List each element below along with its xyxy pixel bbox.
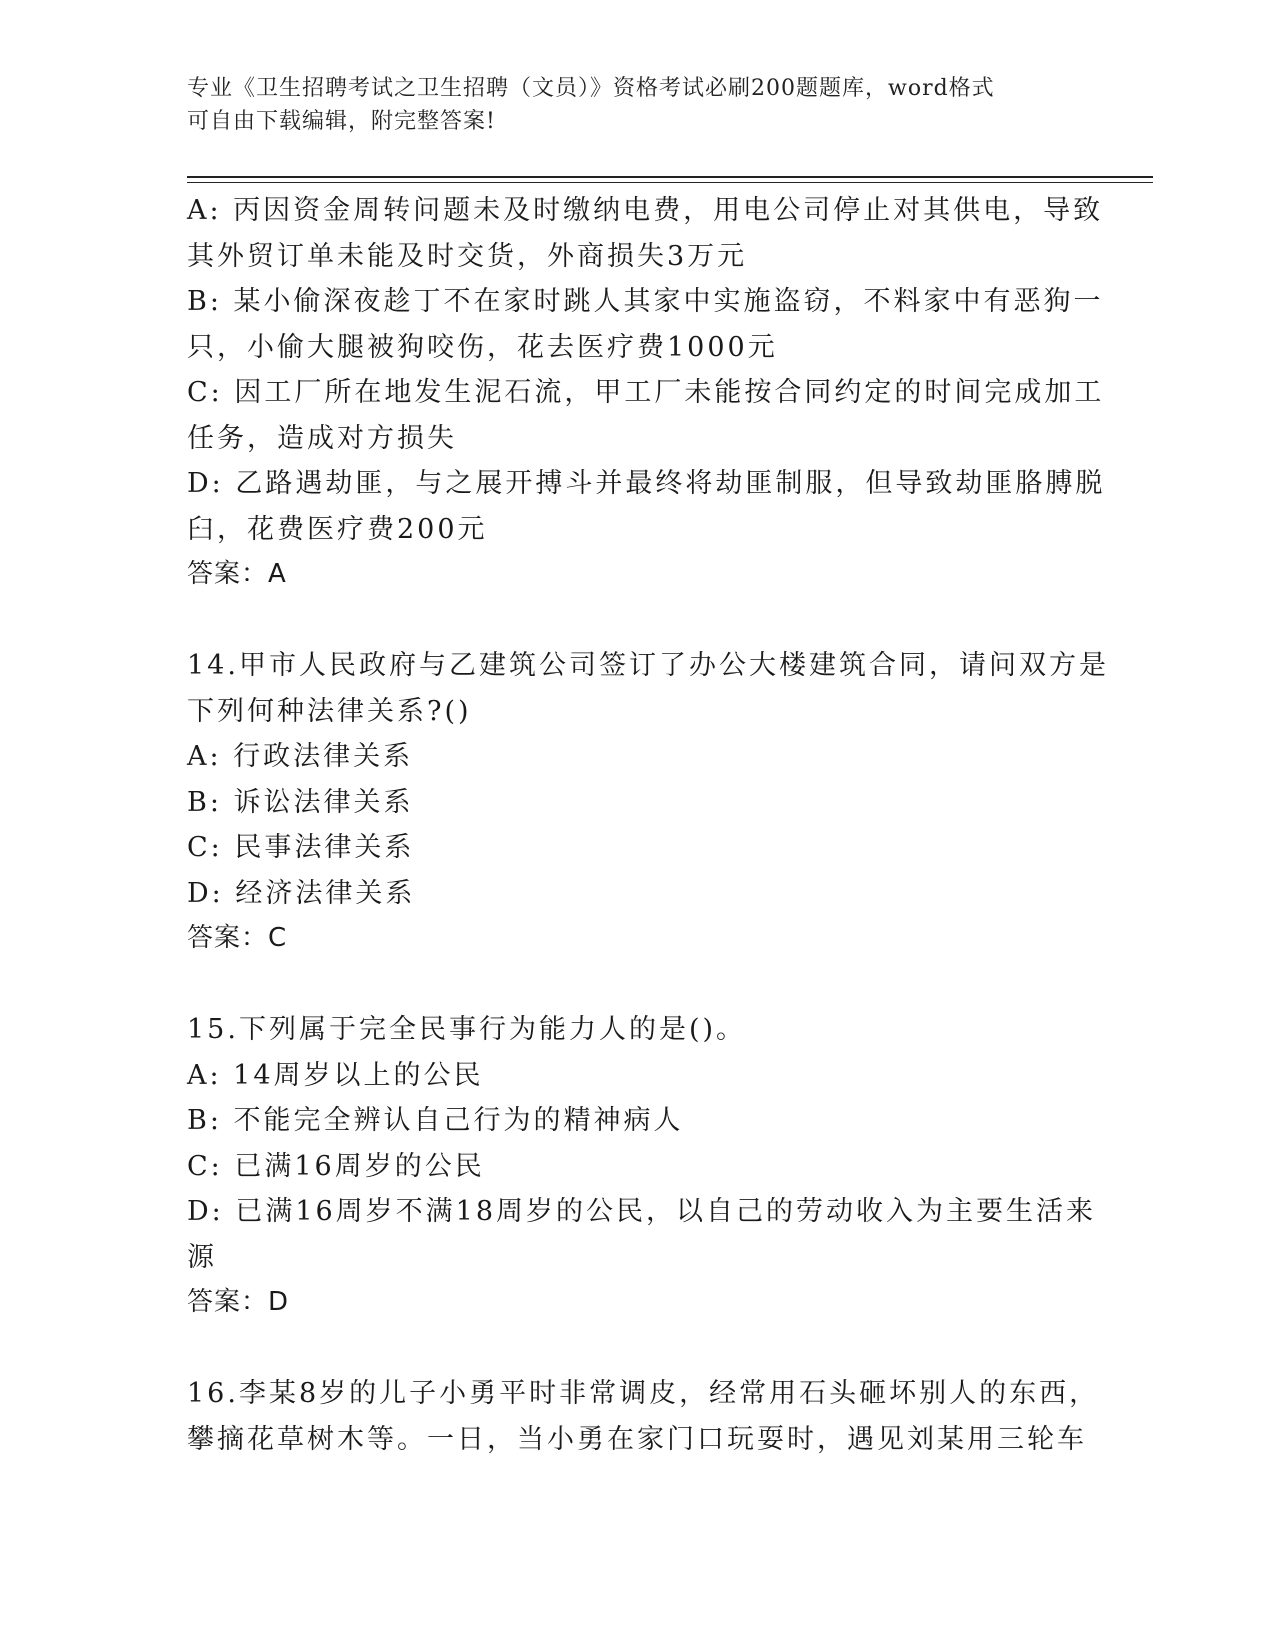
- header-divider: [187, 176, 1153, 178]
- question-14: [187, 643, 1109, 962]
- question-16: [187, 1371, 1100, 1462]
- header-divider-thin: [187, 182, 1153, 183]
- question-stem-continued: 下列何种法律关系?(): [187, 695, 472, 727]
- option-b: B: 不能完全辨认自己行为的精神病人: [187, 1105, 684, 1136]
- header-line: 专业《卫生招聘考试之卫生招聘（文员）》资格考试必刷200题题库，word格式: [187, 76, 995, 101]
- question-15: [187, 1007, 1097, 1326]
- option-c-continued: 任务，造成对方损失: [187, 422, 457, 454]
- option-d: D: 已满16周岁不满18周岁的公民，以自己的劳动收入为主要生活来: [187, 1196, 1097, 1227]
- question-stem: 14.甲市人民政府与乙建筑公司签订了办公大楼建筑合同，请问双方是: [187, 650, 1109, 681]
- spacer: [187, 1326, 1087, 1372]
- option-c: C: 民事法律关系: [187, 832, 415, 863]
- option-b-continued: 只，小偷大腿被狗咬伤，花去医疗费1000元: [187, 331, 778, 363]
- answer-line: 答案：A: [187, 559, 287, 589]
- question-stem: 15.下列属于完全民事行为能力人的是()。: [187, 1014, 747, 1045]
- header-line: 可自由下载编辑，附完整答案!: [187, 109, 496, 134]
- option-d: D: 经济法律关系: [187, 877, 416, 909]
- document-header: [187, 72, 1087, 138]
- answer-line: 答案：C: [187, 923, 288, 953]
- option-b: B: 某小偷深夜趁丁不在家时跳人其家中实施盗窃，不料家中有恶狗一: [187, 286, 1104, 317]
- answer-line: 答案：D: [187, 1287, 290, 1317]
- option-a-continued: 其外贸订单未能及时交货，外商损失3万元: [187, 240, 748, 272]
- spacer: [187, 598, 1087, 644]
- option-c: C: 已满16周岁的公民: [187, 1150, 485, 1182]
- question-stem-continued: 攀摘花草树木等。一日，当小勇在家门口玩耍时，遇见刘某用三轮车: [187, 1423, 1087, 1455]
- option-a: A: 14周岁以上的公民: [187, 1059, 484, 1091]
- option-a: A: 行政法律关系: [187, 741, 414, 772]
- option-d: D: 乙路遇劫匪，与之展开搏斗并最终将劫匪制服，但导致劫匪胳膊脱: [187, 468, 1106, 499]
- spacer: [187, 962, 1087, 1008]
- question-stem: 16.李某8岁的儿子小勇平时非常调皮，经常用石头砸坏别人的东西，: [187, 1378, 1100, 1409]
- question-content: [187, 188, 1109, 1462]
- option-d-continued: 源: [187, 1241, 217, 1273]
- option-b: B: 诉讼法律关系: [187, 786, 414, 818]
- option-c: C: 因工厂所在地发生泥石流，甲工厂未能按合同约定的时间完成加工: [187, 377, 1105, 408]
- question-13-options: [187, 188, 1106, 598]
- option-d-continued: 臼，花费医疗费200元: [187, 513, 488, 545]
- option-a: A: 丙因资金周转问题未及时缴纳电费，用电公司停止对其供电，导致: [187, 195, 1104, 226]
